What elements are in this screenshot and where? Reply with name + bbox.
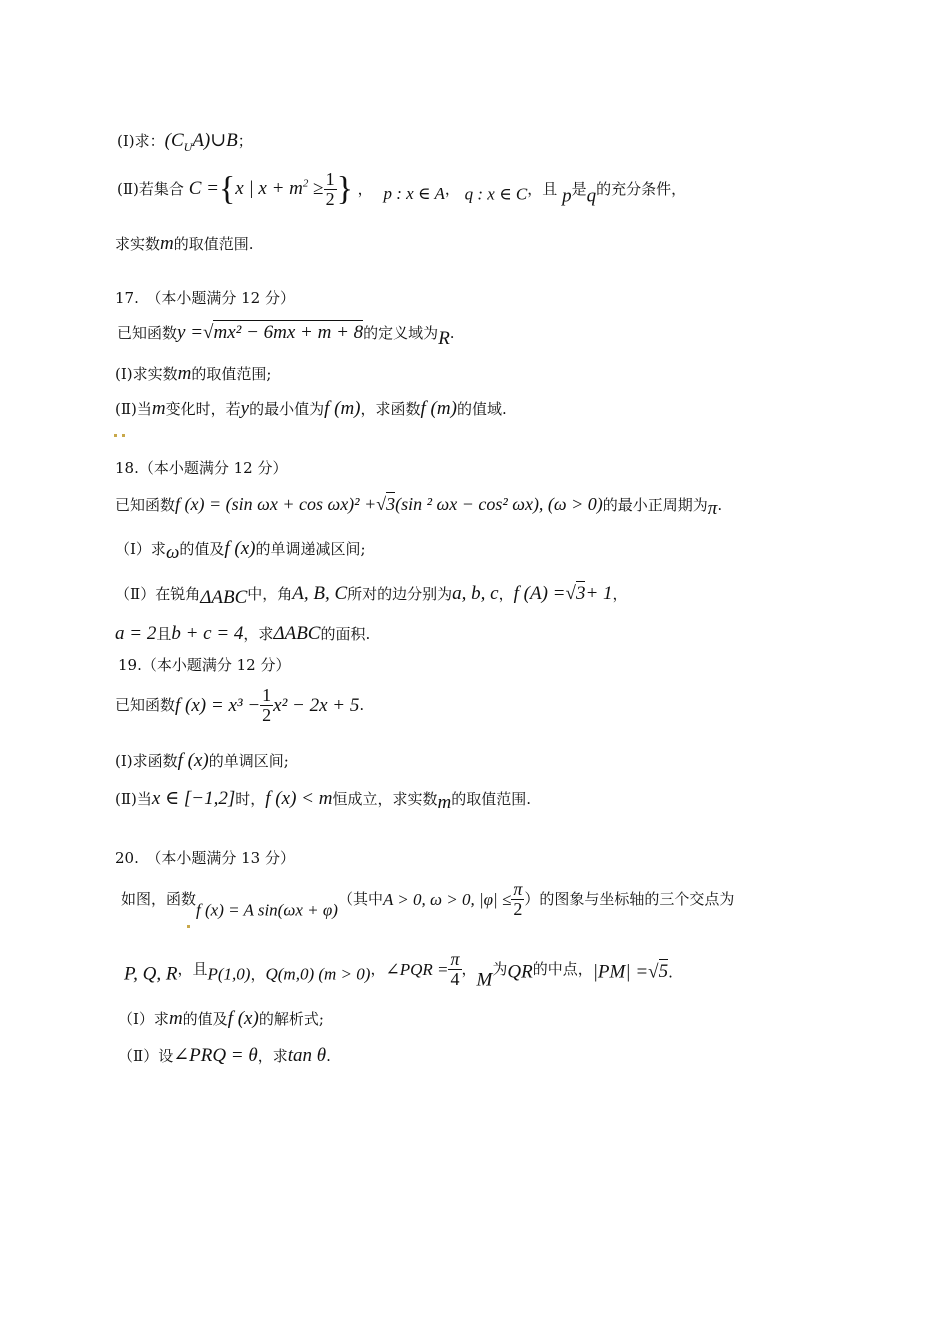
q18-p1-c: 的单调递减区间; [255,540,366,558]
q20-l1-a: 如图，函数 [121,889,197,908]
q19-given-a: 已知函数 [115,695,176,714]
q19-p1-b: 的单调区间; [208,752,289,770]
q20-l2-QR: QR [507,961,533,983]
q16-comma: ， [357,179,373,198]
q20-l1-b: （其中 [337,889,383,908]
q17-p2-b: 变化时，若 [165,400,241,418]
q16-part2: (Ⅱ)若集合 C ={x | $x + m^2$ ≥ $\frac{1}{2}$ } ， p : x ∈ A， q : x ∈ C，且 p是q的充分条件， [117,169,687,209]
q16-part1-expr: $(C_UA)\cup B$ [164,130,238,154]
q18-p2-b: 中，角 [247,585,293,603]
q16-set-c: C ={x | $x + m^2$ ≥ $\frac{1}{2}$ } [188,169,353,209]
q20-l2-PQR: P, Q, R [124,963,178,985]
q16-m: m [160,233,174,254]
q20-p1-fx: f (x) [227,1008,259,1029]
q19-p2-m: m [437,792,452,813]
q20-part2 [118,1046,950,1065]
q16-part1-end: ； [237,132,253,150]
q18-tri: ΔABC [200,587,248,608]
q16-p: p [562,185,572,207]
q19-title: 19.（本小题满分 12 分） [118,656,291,674]
q18-part2-line2 [115,624,950,643]
q20-p1-b: 的值及 [182,1010,228,1028]
q17-func: y = [177,322,204,343]
q19-part1 [115,751,950,770]
q18-p2-d: ， [498,585,514,603]
q18-given-end: . [717,496,723,514]
q18-p2-e: ， [612,585,628,603]
q17-p2-fm2: f (m) [420,398,457,419]
q20-l2-b: ， [370,959,386,978]
q20-l1-c: ）的图象与坐标轴的三个交点为 [524,889,735,908]
q18-part2: （Ⅱ）在锐角ΔABC中，角A, B, C所对的边分别为a, b, c，f (A) =√3+ 1， [115,583,628,608]
q19-p2-x: x ∈ [−1,2] [151,788,236,809]
q18-l2-b: b + c = 4 [171,623,244,644]
q20-p2-b: ，求 [257,1047,288,1065]
q16-line3-a: 求实数 [115,235,161,253]
q20-l2-e: 的中点， [532,959,593,978]
q20-line2: P, Q, R，且P(1,0)，Q(m,0) (m > 0)，∠PQR = $\frac{\pi}{4}$ ，M为QR的中点，|PM| =√5. [124,949,673,991]
q19-p2-c: 恒成立，求实数 [332,790,438,808]
q16-line3 [115,234,950,253]
q20-l2-end: . [668,963,673,982]
q19-p2-b: 时， [235,790,266,808]
q19-p2-ineq: f (x) < m [265,788,333,809]
q20-p1-m: m [168,1008,183,1029]
q16-p-def: p : x ∈ A [383,184,445,204]
q19-part2 [115,789,950,812]
q17-p2-d: ，求函数 [360,400,421,418]
q20-l1-func: f (x) = A sin(ωx + φ) [196,900,338,920]
q18-l2-c: ，求 [243,625,274,643]
q20-l2-angle: ∠PQR = [385,959,449,979]
q18-plus1: + 1 [585,583,613,604]
q18-p1-a: （Ⅰ）求 [115,540,166,558]
q18-p1-b: 的值及 [179,540,225,558]
q17-p1-m: m [177,363,192,384]
stray-dot [114,434,117,437]
q18-sqrt3: 3 [386,494,396,514]
q18-abc: a, b, c [452,583,499,604]
q20-p2-a: （Ⅱ）设 [118,1047,174,1065]
q17-title: 17. （本小题满分 12 分） [115,289,295,307]
q20-l2-M: M [476,969,493,991]
q17-given-end: . [449,324,455,342]
q18-given: 已知函数f (x) = (sin ωx + cos ωx)² +√3(sin ² ωx − cos² ωx), (ω > 0)的最小正周期为π. [115,494,723,519]
q17-p2-e: 的值域. [456,400,507,418]
q17-p2-a: (Ⅱ)当 [115,400,152,418]
q17-part1 [115,364,950,383]
q20-l2-d: 为 [492,959,508,978]
q17-p1-b: 的取值范围; [191,365,272,383]
q20-l2-c: ， [461,959,477,978]
q18-part1 [115,539,950,562]
q19-p2-d: 的取值范围. [451,790,531,808]
q17-given: 已知函数y =√mx² − 6mx + m + 8的定义域为R. [117,322,455,349]
q18-l2-tri: ΔABC [273,623,321,644]
q18-l2-a: a = 2 [115,623,157,644]
q19-expr2: x² − 2x + 5 [273,694,360,716]
q20-line1 [121,880,950,930]
q20-l2-PM: |PM| = [592,961,649,983]
q19-p2-a: (Ⅱ)当 [115,790,152,808]
q16-and: ，且 [527,179,558,198]
q20-p1-a: （Ⅰ）求 [118,1010,169,1028]
q18-p2-a: （Ⅱ）在锐角 [115,585,201,603]
q17-R: R [438,328,450,349]
q18-expr1: f (x) = (sin ωx + cos ωx)² + [175,494,377,514]
q18-given-a: 已知函数 [115,496,176,514]
q18-p2-c: 所对的边分别为 [347,585,453,603]
q17-given-b: 的定义域为 [363,324,439,342]
q16-part2-end: 的充分条件， [596,179,687,198]
q18-fA: f (A) = [513,583,566,604]
q16-part1 [117,131,950,153]
q18-sqrt3b: 3 [575,583,586,604]
stray-dot [187,925,190,928]
q17-p1-a: (Ⅰ)求实数 [115,365,178,383]
q20-p1-c: 的解析式; [258,1010,324,1028]
q20-l2-P: P(1,0) [207,964,251,984]
q17-p2-m: m [151,398,166,419]
q17-given-a: 已知函数 [117,324,178,342]
q20-l2-a: ，且 [177,959,208,978]
q17-p2-y: y [240,398,250,419]
q17-radicand: mx² − 6mx + m + 8 [213,322,364,343]
q18-pi: π [707,498,718,519]
q18-ABC: A, B, C [292,583,348,604]
q17-p2-c: 的最小值为 [249,400,325,418]
q20-part1 [118,1009,950,1028]
q19-given [115,686,950,734]
q16-part2-prefix: (Ⅱ)若集合 [117,179,184,198]
q16-frac: $\frac{1}{2}$ [325,169,335,209]
q16-line3-b: 的取值范围. [173,235,254,253]
q16-part1-prefix: (Ⅰ)求： [117,132,165,150]
q20-l2-Q: Q(m,0) (m > 0) [265,964,371,984]
q18-expr2: (sin ² ωx − cos² ωx), (ω > 0) [395,494,603,514]
stray-dot [122,434,125,437]
q16-is: 是 [571,179,587,198]
q20-l2-frac: $\frac{\pi}{4}$ [450,949,460,989]
q19-given-end: . [359,695,365,714]
q19-frac: $\frac{1}{2}$ [262,685,272,725]
q20-p2-angle: ∠PRQ = θ [173,1045,258,1066]
q18-given-b: 的最小正周期为 [602,496,708,514]
q18-omega: ω [165,542,180,563]
q18-l2-d: 的面积. [320,625,371,643]
q18-p1-fx: f (x) [224,538,256,559]
q20-p2-tan: tan θ [287,1045,327,1066]
q18-l2-qie: 且 [156,625,172,643]
q20-title: 20. （本小题满分 13 分） [115,849,295,867]
q20-l2-sep: ， [250,965,266,984]
q19-expr1: f (x) = x³ − [175,694,261,716]
q17-part2 [115,399,950,418]
q16-q: q [586,185,597,207]
q19-p1-a: (Ⅰ)求函数 [115,752,178,770]
q18-title: 18.（本小题满分 12 分） [115,459,288,477]
q20-l2-sqrt5: 5 [658,961,669,983]
q20-l1-frac: $\frac{\pi}{2}$ [513,879,523,919]
q17-p2-fm: f (m) [324,398,361,419]
q16-q-def: q : x ∈ C [464,184,528,204]
q20-l1-cond: A > 0, ω > 0, |φ| ≤ [382,889,512,909]
q20-p2-end: . [326,1047,331,1065]
q19-p1-fx: f (x) [177,750,209,771]
